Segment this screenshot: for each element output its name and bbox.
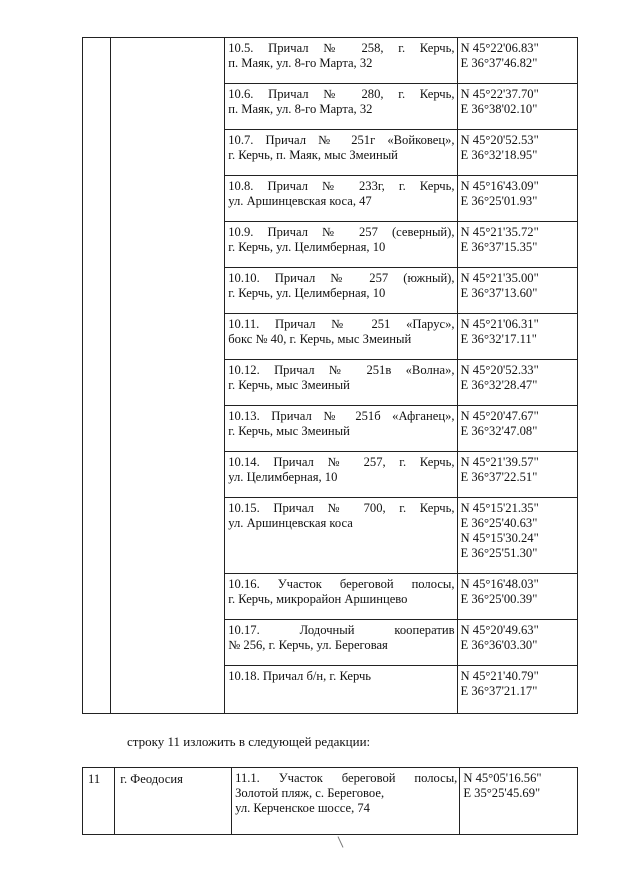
coordinate-line: E 36°25'40.63" [460,516,538,530]
coordinates-cell [457,130,577,176]
coordinate-line: N 45°20'49.63" [460,623,539,637]
object-name-cell [225,452,457,498]
coordinate-line: E 36°36'03.30" [460,638,538,652]
coordinate-line: N 45°21'06.31" [460,317,539,331]
pier-table-body [83,38,578,714]
object-name-cell [225,84,457,130]
object-name-line: бокс № 40, г. Керчь, мыс Змеиный [228,332,412,346]
pier-table [82,37,578,714]
object-name-line: ул. Аршинцевская коса, 47 [228,194,372,208]
coordinates-cell [457,314,577,360]
object-name-line: 10.7. Причал № 251г «Войковец», [228,133,455,147]
object-name-cell [225,360,457,406]
object-name-cell [225,666,457,714]
object-name-line: 10.9. Причал № 257 (северный), [228,225,455,239]
object-name-line: г. Керчь, мыс Змеиный [228,424,350,438]
object-name-line: г. Керчь, ул. Целимберная, 10 [228,240,386,254]
coordinate-line: N 45°20'52.33" [460,363,539,377]
object-name-line: 10.10. Причал № 257 (южный), [228,271,455,285]
coordinate-line: E 36°37'13.60" [460,286,538,300]
coordinate-line: N 45°21'39.57" [460,455,539,469]
object-name-line: п. Маяк, ул. 8-го Марта, 32 [228,102,373,116]
instruction-text: строку 11 изложить в следующей редакции: [127,734,371,749]
object-name-line: 10.14. Причал № 257, г. Керчь, [228,455,455,469]
coordinate-line: N 45°16'43.09" [460,179,539,193]
object-name-cell [225,38,457,84]
object-name-cell [225,222,457,268]
amendment-row [83,768,578,835]
object-name-line: 10.6. Причал № 280, г. Керчь, [228,87,455,101]
coordinates-cell [457,38,577,84]
coordinates-cell [457,620,577,666]
coordinate-line: N 45°15'30.24" [460,531,539,545]
object-name-line: № 256, г. Керчь, ул. Береговая [228,638,388,652]
object-name-cell [225,574,457,620]
object-name-line: 11.1. Участок береговой полосы, [235,771,458,785]
coordinate-line: N 45°21'35.72" [460,225,539,239]
object-name-line: г. Керчь, п. Маяк, мыс Змеиный [228,148,398,162]
object-name-line: 10.15. Причал № 700, г. Керчь, [228,501,455,515]
object-name-cell [225,620,457,666]
coordinates-cell [457,222,577,268]
coordinate-line: N 45°22'06.83" [460,41,539,55]
object-name-cell [225,130,457,176]
object-name-line: 10.13. Причал № 251б «Афганец», [228,409,455,423]
object-name-cell [225,176,457,222]
coordinates-cell [457,360,577,406]
coordinate-line: E 36°25'01.93" [460,194,538,208]
scan-mark [338,836,344,847]
coordinate-line: N 45°21'40.79" [460,669,539,683]
object-name-line: ул. Целимберная, 10 [228,470,338,484]
coordinates-cell [457,498,577,574]
object-name-line: 10.12. Причал № 251в «Волна», [228,363,455,377]
object-name-line: ул. Аршинцевская коса [228,516,353,530]
coordinate-line: E 36°32'47.08" [460,424,538,438]
coordinate-line: N 45°21'35.00" [460,271,539,285]
coordinates-cell [457,268,577,314]
coordinate-line: E 36°32'28.47" [460,378,538,392]
object-name-line: 10.17. Лодочный кооператив [228,623,455,637]
coordinates-cell [457,406,577,452]
coordinate-line: E 35°25'45.69" [463,786,541,800]
coordinate-line: E 36°25'00.39" [460,592,538,606]
coordinate-line: N 45°05'16.56" [463,771,542,785]
number-cell [83,38,111,714]
coordinate-line: E 36°32'18.95" [460,148,538,162]
object-name-cell [225,314,457,360]
object-name-cell [225,268,457,314]
coordinate-line: E 36°37'21.17" [460,684,538,698]
row-number: 11 [83,768,115,835]
object-name-line: Золотой пляж, с. Береговое, [235,786,385,800]
coordinates-cell [457,666,577,714]
coordinates-cell [457,176,577,222]
coordinate-line: E 36°37'46.82" [460,56,538,70]
coordinate-line: E 36°37'15.35" [460,240,538,254]
table-row [83,38,578,84]
object-name-line: п. Маяк, ул. 8-го Марта, 32 [228,56,373,70]
coordinates-cell [460,768,578,835]
object-name-line: 10.18. Причал б/н, г. Керчь [228,669,372,683]
object-name-cell [225,498,457,574]
coordinates-cell [457,574,577,620]
coordinates-cell [457,84,577,130]
object-name-line: 10.11. Причал № 251 «Парус», [228,317,455,331]
object-name-cell [225,406,457,452]
coordinate-line: N 45°15'21.35" [460,501,539,515]
coordinate-line: E 36°25'51.30" [460,546,538,560]
coordinate-line: E 36°37'22.51" [460,470,538,484]
object-name-line: 10.8. Причал № 233г, г. Керчь, [228,179,455,193]
object-name-line: 10.5. Причал № 258, г. Керчь, [228,41,455,55]
amendment-table [82,767,578,835]
object-name-line: ул. Керченское шоссе, 74 [235,801,370,815]
coordinate-line: E 36°38'02.10" [460,102,538,116]
coordinate-line: N 45°20'52.53" [460,133,539,147]
coordinates-cell [457,452,577,498]
coordinate-line: N 45°22'37.70" [460,87,539,101]
city-cell [110,38,224,714]
coordinate-line: N 45°16'48.03" [460,577,539,591]
object-name-line: г. Керчь, мыс Змеиный [228,378,350,392]
city-cell: г. Феодосия [115,768,232,835]
coordinate-line: N 45°20'47.67" [460,409,539,423]
object-name-line: 10.16. Участок береговой полосы, [228,577,455,591]
object-name-cell [232,768,460,835]
object-name-line: г. Керчь, микрорайон Аршинцево [228,592,408,606]
object-name-line: г. Керчь, ул. Целимберная, 10 [228,286,386,300]
coordinate-line: E 36°32'17.11" [460,332,537,346]
